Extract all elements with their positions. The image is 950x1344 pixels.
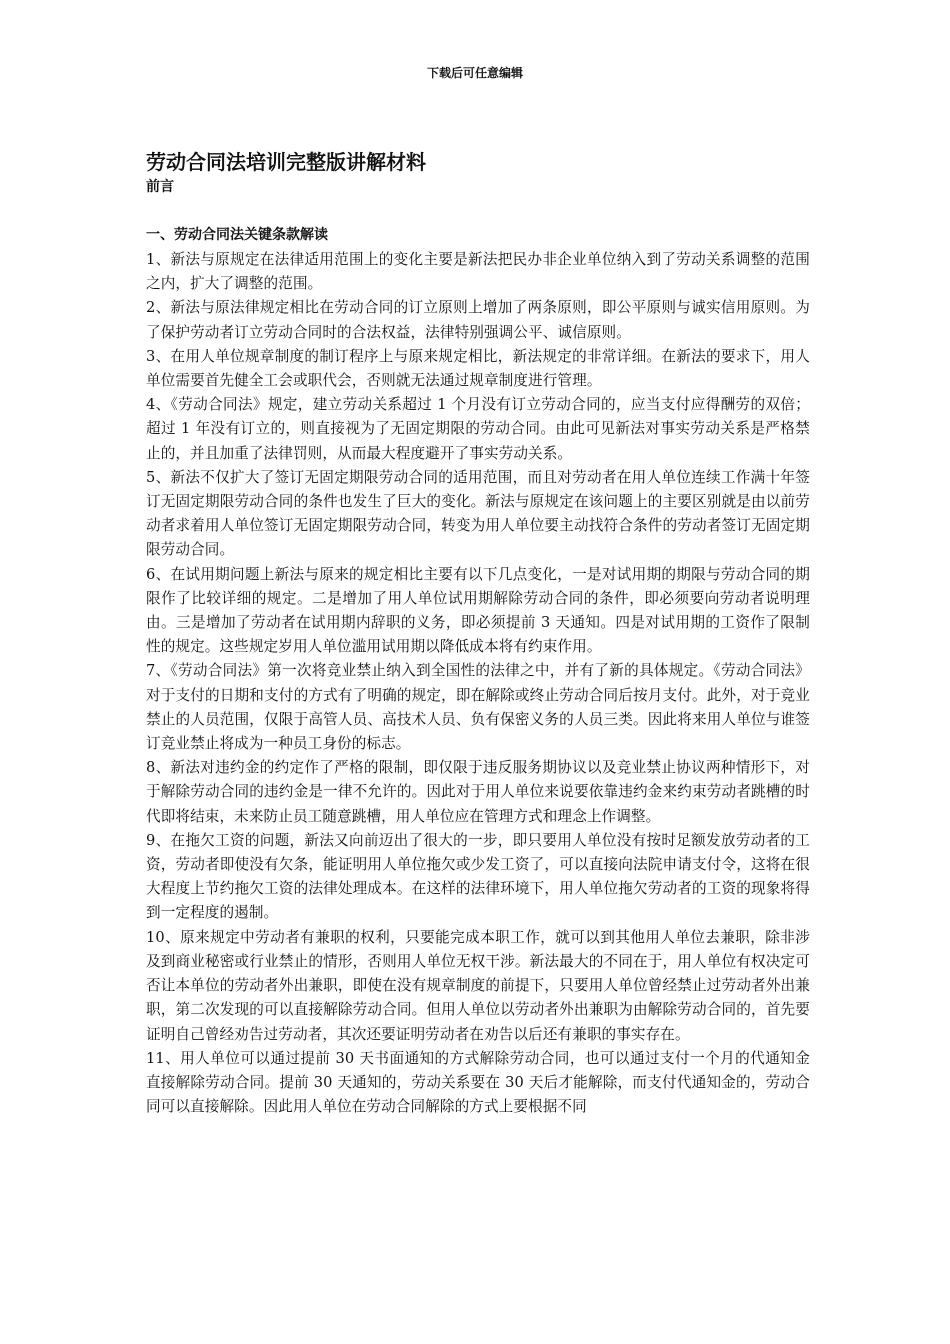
paragraph-3: 3、在用人单位规章制度的制订程序上与原来规定相比，新法规定的非常详细。在新法的要求下，用人单位需要首先健全工会或职代会，否则就无法通过规章制度进行管理。: [146, 347, 810, 390]
header-note: 下载后可任意编辑: [426, 66, 523, 80]
paragraph-9: 9、在拖欠工资的问题，新法又向前迈出了很大的一步，即只要用人单位没有按时足额发放劳动者的工资，劳动者即使没有欠条，能证明用人单位拖欠或少发工资了，可以直接向法院申请支付令，这将在很大程度上节约拖欠工资的法律处理成本。在这样的法律环境下，用人单位拖欠劳动者的工资的现象将得到一定程度的遏制。: [146, 831, 810, 922]
paragraph-8: 8、新法对违约金的约定作了严格的限制，即仅限于违反服务期协议以及竞业禁止协议两种情形下，对于解除劳动合同的违约金是一律不允许的。因此对于用人单位来说要依靠违约金来约束劳动者跳槽的时代即将结束，未来防止员工随意跳槽，用人单位应在管理方式和理念上作调整。: [146, 759, 810, 825]
paragraph-2: 2、新法与原法律规定相比在劳动合同的订立原则上增加了两条原则，即公平原则与诚实信用原则。为了保护劳动者订立劳动合同时的合法权益，法律特别强调公平、诚信原则。: [146, 299, 810, 341]
paragraph-4: 4、《劳动合同法》规定，建立劳动关系超过 1 个月没有订立劳动合同的，应当支付应得酬劳的双倍；超过 1 年没有订立的，则直接视为了无固定期限的劳动合同。由此可见新法对事实劳动关系是严格禁止的，并且加重了法律罚则，从而最大程度避开了事实劳动关系。: [146, 396, 810, 462]
document-body: [146, 148, 810, 1119]
paragraph-7: 7、《劳动合同法》第一次将竞业禁止纳入到全国性的法律之中，并有了新的具体规定。《劳动合同法》对于支付的日期和支付的方式有了明确的规定，即在解除或终止劳动合同后按月支付。此外，对于竞业禁止的人员范围，仅限于高管人员、高技术人员、负有保密义务的人员三类。因此将来用人单位与谁签订竞业禁止将成为一种员工身份的标志。: [146, 662, 810, 753]
paragraph-6: 6、在试用期问题上新法与原来的规定相比主要有以下几点变化，一是对试用期的期限与劳动合同的期限作了比较详细的规定。二是增加了用人单位试用期解除劳动合同的条件，即必须要向劳动者说明理由。三是增加了劳动者在试用期内辞职的义务，即必须提前 3 天通知。四是对试用期的工资作了限制性的规定。这些规定岁用人单位滥用试用期以降低成本将有约束作用。: [146, 565, 810, 656]
preface-heading: 前言: [146, 179, 174, 195]
paragraph-1: 1、新法与原规定在法律适用范围上的变化主要是新法把民办非企业单位纳入到了劳动关系调整的范围之内，扩大了调整的范围。: [146, 251, 810, 293]
paragraph-11: 11、用人单位可以通过提前 30 天书面通知的方式解除劳动合同，也可以通过支付一个月的代通知金直接解除劳动合同。提前 30 天通知的，劳动关系要在 30 天后才能解除，而支付代通知金的，劳动合同可以直接解除。因此用人单位在劳动合同解除的方式上要根据不同: [146, 1049, 810, 1116]
paragraph-10: 10、原来规定中劳动者有兼职的权利，只要能完成本职工作，就可以到其他用人单位去兼职，除非涉及到商业秘密或行业禁止的情形，否则用人单位无权干涉。新法最大的不同在于，用人单位有权决定可否让本单位的劳动者外出兼职，即使在没有规章制度的前提下，只要用人单位曾经禁止过劳动者外出兼职，第二次发现的可以直接解除劳动合同。但用人单位以劳动者外出兼职为由解除劳动合同的，首先要证明自己曾经劝告过劳动者，其次还要证明劳动者在劝告以后还有兼职的事实存在。: [146, 928, 810, 1043]
document-title: 劳动合同法培训完整版讲解材料: [146, 150, 426, 174]
paragraph-5: 5、新法不仅扩大了签订无固定期限劳动合同的适用范围，而且对劳动者在用人单位连续工作满十年签订无固定期限劳动合同的条件也发生了巨大的变化。新法与原规定在该问题上的主要区别就是由以前劳动者求着用人单位签订无固定期限劳动合同，转变为用人单位要主动找符合条件的劳动者签订无固定期限劳动合同。: [146, 468, 810, 559]
section-heading: 一、劳动合同法关键条款解读: [146, 227, 328, 243]
